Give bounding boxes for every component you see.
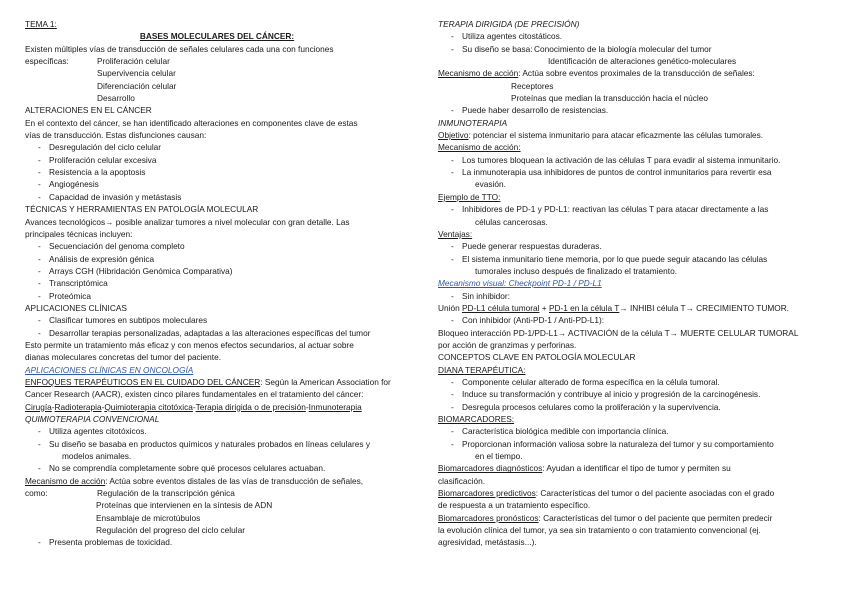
list-item: - Arrays CGH (Hibridación Genómica Comparativa) — [25, 265, 409, 277]
list-item: - Transcriptómica — [25, 277, 409, 289]
list-item: - Los tumores bloquean la activación de las células T para evadir al sistema inmunitario. — [438, 154, 828, 166]
intro-line-2: específicas: Proliferación celular — [25, 56, 170, 67]
right-column — [438, 18, 828, 549]
subheading: Ejemplo de TTO: — [438, 191, 501, 202]
paragraph-line: agresividad, metástasis...). — [438, 537, 537, 548]
paragraph-line: Esto permite un tratamiento más eficaz y con menos efectos secundarios, al actuar sobre — [25, 339, 354, 350]
mechanism-line: como: Regulación de la transcripción génica — [25, 488, 235, 499]
list-item: - Proporcionan información valiosa sobre la naturaleza del tumor y su comportamiento — [438, 438, 828, 450]
list-item: - Clasificar tumores en subtipos moleculares — [25, 314, 409, 326]
list-item: - Angiogénesis — [25, 178, 409, 190]
paragraph-line: Unión PD-L1 célula tumoral + PD-1 en la célula T→ INHIBI célula T→ CRECIMIENTO TUMOR. — [438, 302, 789, 313]
paragraph-line: Biomarcadores predictivos: Características del tumor o del paciente asociadas con el grado — [438, 488, 775, 499]
list-item: - Secuenciación del genoma completo — [25, 240, 409, 252]
list-item-continuation: evasión. — [475, 179, 506, 190]
paragraph-line: de respuesta a un tratamiento específico. — [438, 500, 591, 511]
list-item: - Sin inhibidor: — [438, 290, 828, 302]
section-heading-oncologia: APLICACIONES CLÍNICAS EN ONCOLOGÍA — [25, 364, 194, 375]
paragraph-line: ENFOQUES TERAPÉUTICOS EN EL CUIDADO DEL CÁNCER: Según la American Association for — [25, 376, 391, 387]
list-item-continuation: en el tiempo. — [475, 451, 523, 462]
visual-mechanism-heading: Mecanismo visual: Checkpoint PD-1 / PD-L1 — [438, 278, 602, 289]
list-item: - Su diseño se basaba en productos químicos y naturales probados en líneas celulares y — [25, 438, 409, 450]
paragraph-line: En el contexto del cáncer, se han identificado alteraciones en componentes clave de estas — [25, 117, 358, 128]
pillar: Quimioterapia citotóxica — [104, 401, 193, 412]
function-item: Diferenciación celular — [97, 80, 177, 91]
list-item: - Resistencia a la apoptosis — [25, 166, 409, 178]
pillars-line: Cirugía-Radioterapia-Quimioterapia citotóxica-Terapia dirigida o de precisión-Inmunoterapia — [25, 401, 362, 412]
paragraph-line: Mecanismo de acción: Actúa sobre eventos distales de las vías de transducción de señales, — [25, 475, 364, 486]
section-heading-quimioterapia: QUIMIOTERAPIA CONVENCIONAL — [25, 414, 160, 424]
section-heading-terapia-dirigida: TERAPIA DIRIGIDA (DE PRECISIÓN) — [438, 19, 580, 29]
subheading: BIOMARCADORES: — [438, 414, 515, 424]
subheading: Ventajas: — [438, 228, 473, 239]
paragraph-line: principales técnicas incluyen: — [25, 228, 133, 239]
section-heading-inmunoterapia: INMUNOTERAPIA — [438, 117, 508, 128]
list-item: - La inmunoterapia usa inhibidores de puntos de control inmunitarios para revertir esa — [438, 166, 828, 178]
list-item: - Proliferación celular excesiva — [25, 154, 409, 166]
topic-label: TEMA 1: — [25, 19, 57, 29]
mechanism-item: Regulación del progreso del ciclo celular — [96, 525, 245, 536]
list-item-continuation: células cancerosas. — [475, 216, 548, 227]
list-item: - Induce su transformación y contribuye al inicio y progresión de la carcinogénesis. — [438, 388, 828, 400]
list-item: - Desarrollar terapias personalizadas, adaptadas a las alteraciones específicas del tumor — [25, 327, 409, 339]
paragraph-line: Biomarcadores pronósticos: Características del tumor o del paciente que permiten predecir — [438, 512, 773, 523]
list-item-continuation: tumorales incluso después de finalizado el tratamiento. — [475, 265, 678, 276]
list-item: - Presenta problemas de toxicidad. — [25, 536, 409, 548]
list-item-continuation: modelos animales. — [62, 451, 132, 462]
list-item: - Su diseño se basa:Conocimiento de la biología molecular del tumor — [438, 43, 828, 55]
section-heading-conceptos: CONCEPTOS CLAVE EN PATOLOGÍA MOLECULAR — [438, 352, 636, 363]
section-heading-tecnicas: TÉCNICAS Y HERRAMIENTAS EN PATOLOGÍA MOLECULAR — [25, 204, 259, 215]
list-item-continuation: Identificación de alteraciones genético-moleculares — [548, 56, 737, 67]
list-item: - El sistema inmunitario tiene memoria, por lo que puede seguir atacando las células — [438, 253, 828, 265]
paragraph-line: la evolución clínica del tumor, ya sea sin tratamiento o con tratamiento convencional (ej. — [438, 525, 761, 536]
paragraph-line: Biomarcadores diagnósticos: Ayudan a identificar el tipo de tumor y permiten su — [438, 463, 731, 474]
list-item: - Desregula procesos celulares como la proliferación y la supervivencia. — [438, 401, 828, 413]
subheading: Mecanismo de acción: — [438, 142, 521, 153]
paragraph-line: Mecanismo de acción: Actúa sobre eventos proximales de la transducción de señales: — [438, 68, 755, 79]
list-item: - No se comprendía completamente sobre qué procesos celulares actuaban. — [25, 462, 409, 474]
list-item: - Proteómica — [25, 290, 409, 302]
section-heading-alteraciones: ALTERACIONES EN EL CÁNCER — [25, 105, 152, 116]
paragraph-line: por acción de granzimas y perforinas. — [438, 339, 577, 350]
list-item: - Análisis de expresión génica — [25, 253, 409, 265]
subheading: DIANA TERAPÉUTICA: — [438, 364, 526, 375]
intro-line-1: Existen múltiples vías de transducción de señales celulares cada una con funciones — [25, 43, 334, 54]
pillar: Cirugía — [25, 401, 52, 412]
list-item: - Puede haber desarrollo de resistencias. — [438, 104, 828, 116]
function-item: Supervivencia celular — [97, 68, 176, 79]
list-item: - Capacidad de invasión y metástasis — [25, 191, 409, 203]
paragraph-line: clasificación. — [438, 475, 486, 486]
list-item: - Utiliza agentes citotóxicos. — [25, 425, 409, 437]
pillar: Terapia dirigida o de precisión — [195, 401, 306, 412]
list-item: - Desregulación del ciclo celular — [25, 141, 409, 153]
mechanism-item: Proteínas que median la transducción hacia el núcleo — [511, 93, 708, 104]
left-column — [25, 18, 409, 549]
paragraph-line: dianas moleculares concretas del tumor del paciente. — [25, 352, 222, 363]
paragraph-line: vías de transducción. Estas disfunciones causan: — [25, 130, 207, 141]
paragraph-line: Avances tecnológicos→ posible analizar tumores a nivel molecular con gran detalle. Las — [25, 216, 350, 227]
page-title: BASES MOLECULARES DEL CÁNCER: — [139, 31, 295, 42]
paragraph-line: Bloqueo interacción PD-1/PD-L1→ ACTIVACIÓN de la célula T→ MUERTE CELULAR TUMORAL — [438, 327, 799, 338]
mechanism-item: Ensamblaje de microtúbulos — [96, 512, 201, 523]
paragraph-line: Cancer Research (AACR), existen cinco pilares fundamentales en el tratamiento del cáncer: — [25, 389, 364, 400]
function-item: Desarrollo — [97, 93, 135, 104]
mechanism-item: Receptores — [511, 80, 554, 91]
list-item: - Inhibidores de PD-1 y PD-L1: reactivan las células T para atacar directamente a las — [438, 203, 828, 215]
list-item: - Utiliza agentes citostáticos. — [438, 30, 828, 42]
paragraph-line: Objetivo: potenciar el sistema inmunitario para atacar eficazmente las células tumorales. — [438, 130, 764, 141]
list-item: - Con inhibidor (Anti-PD-1 / Anti-PD-L1): — [438, 314, 828, 326]
pillar: Radioterapia — [54, 401, 102, 412]
list-item: - Puede generar respuestas duraderas. — [438, 240, 828, 252]
pillar: Inmunoterapia — [308, 401, 362, 412]
list-item: - Componente celular alterado de forma específica en la célula tumoral. — [438, 376, 828, 388]
list-item: - Característica biológica medible con importancia clínica. — [438, 425, 828, 437]
section-heading-aplicaciones: APLICACIONES CLÍNICAS — [25, 302, 127, 313]
mechanism-item: Proteínas que intervienen en la síntesis de ADN — [96, 500, 273, 511]
